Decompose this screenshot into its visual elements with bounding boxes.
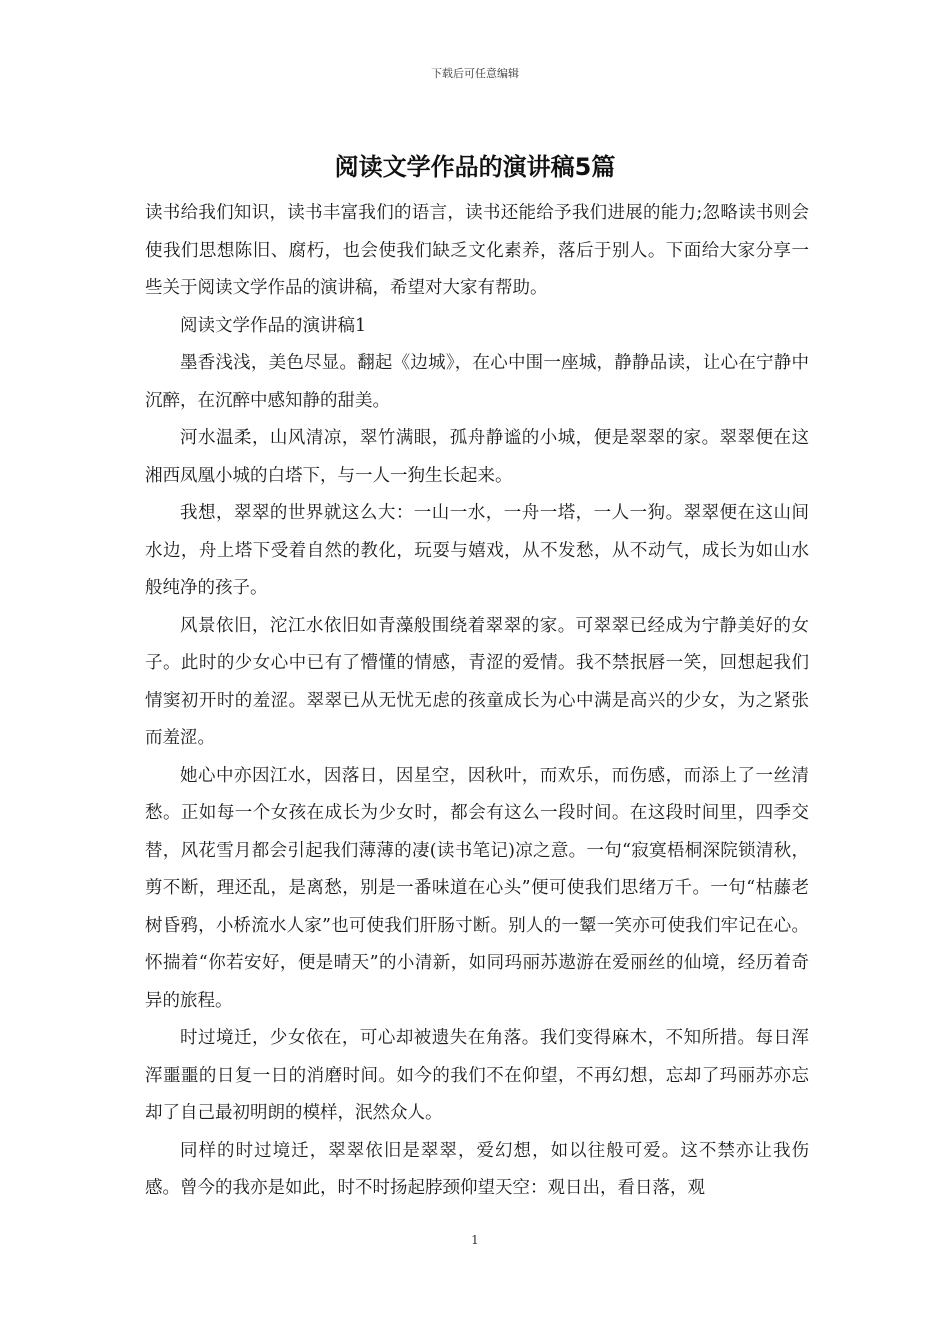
body-paragraph: 风景依旧，沱江水依旧如青藻般围绕着翠翠的家。可翠翠已经成为宁静美好的女子。此时的少女心中已有了懵懂的情感，青涩的爱情。我不禁抿唇一笑，回想起我们情窦初开时的羞涩。翠翠已从无忧无虑的孩童成长为心中满是高兴的少女，为之紧张而羞涩。	[145, 615, 809, 748]
document-body	[145, 195, 809, 1208]
body-paragraph: 同样的时过境迁，翠翠依旧是翠翠，爱幻想，如以往般可爱。这不禁亦让我伤感。曾今的我亦是如此，时不时扬起脖颈仰望天空：观日出，看日落，观	[145, 1140, 809, 1198]
body-paragraph: 我想，翠翠的世界就这么大：一山一水，一舟一塔，一人一狗。翠翠便在这山间水边，舟上塔下受着自然的教化，玩耍与嬉戏，从不发愁，从不动气，成长为如山水般纯净的孩子。	[145, 503, 809, 598]
body-paragraph: 时过境迁，少女依在，可心却被遗失在角落。我们变得麻木，不知所措。每日浑浑噩噩的日复一日的消磨时间。如今的我们不在仰望，不再幻想，忘却了玛丽苏亦忘却了自己最初明朗的模样，泯然众人。	[145, 1028, 809, 1123]
page-number: 1	[471, 1233, 479, 1247]
speech-heading: 阅读文学作品的演讲稿1	[180, 315, 367, 336]
body-paragraph: 她心中亦因江水，因落日，因星空，因秋叶，而欢乐，而伤感，而添上了一丝清愁。正如每一个女孩在成长为少女时，都会有这么一段时间。在这段时间里，四季交替，风花雪月都会引起我们薄薄的凄(读书笔记)凉之意。一句“寂寞梧桐深院锁清秋，剪不断，理还乱，是离愁，别是一番味道在心头”便可使我们思绪万千。一句“枯藤老树昏鸦，小桥流水人家”也可使我们肝肠寸断。别人的一颦一笑亦可使我们牢记在心。怀揣着“你若安好，便是晴天”的小清新，如同玛丽苏遨游在爱丽丝的仙境，经历着奇异的旅程。	[145, 765, 809, 1011]
body-paragraph: 河水温柔，山风清凉，翠竹满眼，孤舟静谧的小城，便是翠翠的家。翠翠便在这湘西凤凰小城的白塔下，与一人一狗生长起来。	[145, 428, 809, 486]
document-title: 阅读文学作品的演讲稿5篇	[334, 153, 616, 181]
body-paragraph: 墨香浅浅，美色尽显。翻起《边城》，在心中围一座城，静静品读，让心在宁静中沉醉，在沉醉中感知静的甜美。	[145, 353, 809, 411]
page-header-note: 下载后可任意编辑	[431, 67, 519, 80]
intro-paragraph: 读书给我们知识，读书丰富我们的语言，读书还能给予我们进展的能力;忽略读书则会使我们思想陈旧、腐朽，也会使我们缺乏文化素养，落后于别人。下面给大家分享一些关于阅读文学作品的演讲稿，希望对大家有帮助。	[145, 203, 809, 298]
